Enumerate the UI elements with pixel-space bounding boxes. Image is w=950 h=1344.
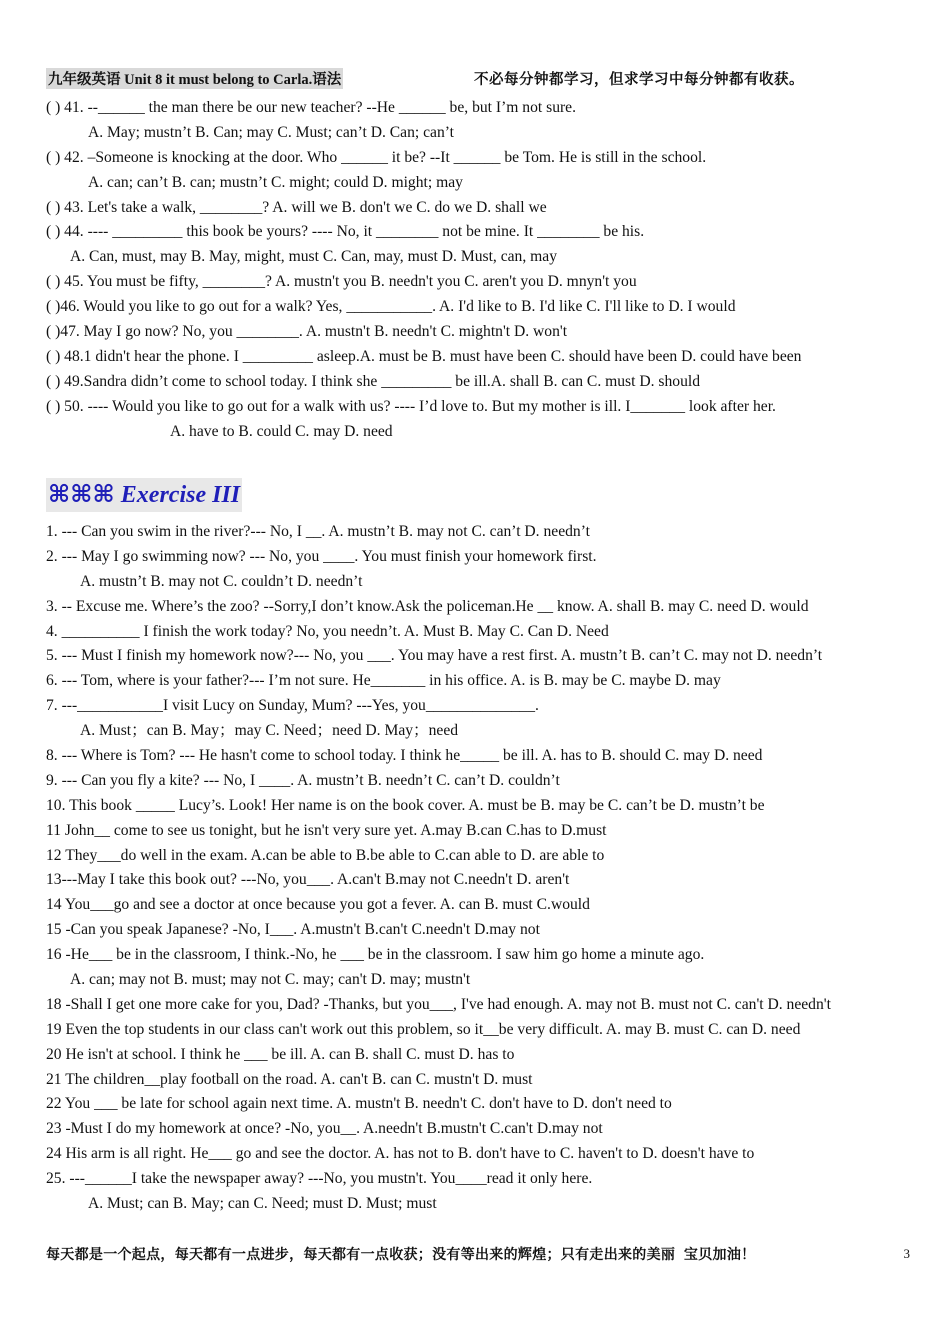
part1-line: A. can; can’t B. can; mustn’t C. might; could D. might; may xyxy=(88,173,463,191)
part2-line: 6. --- Tom, where is your father?--- I’m not sure. He_______ in his office. A. is B. may be C. maybe D. may xyxy=(46,672,721,690)
part1-line: ( )46. Would you like to go out for a walk? Yes, ___________. A. I'd like to B. I'd like C. I'll like to D. I would xyxy=(46,298,736,316)
part2-line: 13---May I take this book out? ---No, you___. A.can't B.may not C.needn't D. aren't xyxy=(46,871,570,889)
part2-line: 15 -Can you speak Japanese? -No, I___. A.mustn't B.can't C.needn't D.may not xyxy=(46,921,540,939)
part1-line: ( ) 49.Sandra didn’t come to school today. I think she _________ be ill.A. shall B. can C. must D. should xyxy=(46,372,701,390)
part2-line: 2. --- May I go swimming now? --- No, you ____. You must finish your homework first. xyxy=(46,547,597,565)
part2-line: 10. This book _____ Lucy’s. Look! Her name is on the book cover. A. must be B. may be C. can’t be D. mustn’t be xyxy=(46,796,765,814)
part2-line: A. mustn’t B. may not C. couldn’t D. needn’t xyxy=(80,572,363,590)
part2-line: 22 You ___ be late for school again next time. A. mustn't B. needn't C. don't have to D. don't need to xyxy=(46,1095,672,1113)
question-list-part1 xyxy=(46,96,910,444)
part1-line: ( ) 43. Let's take a walk, ________? A. will we B. don't we C. do we D. shall we xyxy=(46,198,547,216)
part2-line: 8. --- Where is Tom? --- He hasn't come to school today. I think he_____ be ill. A. has to B. should C. may D. need xyxy=(46,747,763,765)
part1-line: ( )47. May I go now? No, you ________. A. mustn't B. needn't C. mightn't D. won't xyxy=(46,323,568,341)
part2-line: 11 John__ come to see us tonight, but he isn't very sure yet. A.may B.can C.has to D.must xyxy=(46,821,607,839)
part2-line: 23 -Must I do my homework at once? -No, you__. A.needn't B.mustn't C.can't D.may not xyxy=(46,1120,603,1138)
part2-line: A. Must；can B. May；may C. Need；need D. May；need xyxy=(80,722,459,740)
part1-line: A. have to B. could C. may D. need xyxy=(170,422,393,440)
part2-line: 3. -- Excuse me. Where’s the zoo? --Sorry,I don’t know.Ask the policeman.He __ know. A. shall B. may C. need D. would xyxy=(46,597,809,615)
footer-motto: 每天都是一个起点，每天都有一点进步，每天都有一点收获；没有等出来的辉煌；只有走出来的美丽 宝贝加油！ xyxy=(46,1247,756,1263)
part2-line: A. can; may not B. must; may not C. may; can't D. may; mustn't xyxy=(70,971,471,989)
exercise-heading xyxy=(46,478,242,512)
part1-line: ( ) 44. ---- _________ this book be yours? ---- No, it ________ not be mine. It ________ be his. xyxy=(46,223,645,241)
part2-line: 24 His arm is all right. He___ go and see the doctor. A. has not to B. don't have to C. haven't to D. doesn't have to xyxy=(46,1145,755,1163)
part2-line: 19 Even the top students in our class can't work out this problem, so it__be very difficult. A. may B. must C. can D. need xyxy=(46,1020,801,1038)
header-title: 九年级英语 Unit 8 it must belong to Carla.语法 xyxy=(46,68,343,89)
part2-line: 18 -Shall I get one more cake for you, Dad? -Thanks, but you___, I've had enough. A. may not B. must not C. can't D. needn't xyxy=(46,995,831,1013)
part1-line: A. May; mustn’t B. Can; may C. Must; can’t D. Can; can’t xyxy=(88,123,454,141)
part2-line: 21 The children__play football on the road. A. can't B. can C. mustn't D. must xyxy=(46,1070,533,1088)
part1-line: ( ) 42. –Someone is knocking at the door. Who ______ it be? --It ______ be Tom. He is still in the school. xyxy=(46,148,707,166)
page-footer xyxy=(46,1244,910,1268)
part2-line: 14 You___go and see a doctor at once because you got a fever. A. can B. must C.would xyxy=(46,896,590,914)
part1-line: ( ) 45. You must be fifty, ________? A. mustn't you B. needn't you C. aren't you D. mnyn't you xyxy=(46,273,637,291)
part1-line: ( ) 41. --______ the man there be our new teacher? --He ______ be, but I’m not sure. xyxy=(46,99,577,116)
exercise-title: Exercise III xyxy=(120,482,241,508)
part2-line: 1. --- Can you swim in the river?--- No, I __. A. mustn’t B. may not C. can’t D. needn’t xyxy=(46,523,590,540)
part2-line: 12 They___do well in the exam. A.can be able to B.be able to C.can able to D. are able to xyxy=(46,846,605,864)
command-symbols-icon: ⌘⌘⌘ xyxy=(48,482,115,508)
part1-line: ( ) 50. ---- Would you like to go out for a walk with us? ---- I’d love to. But my mother is ill. I_______ look after her. xyxy=(46,397,776,415)
part2-line: 7. ---___________I visit Lucy on Sunday, Mum? ---Yes, you______________. xyxy=(46,697,539,715)
page-header xyxy=(46,66,904,90)
part2-line: 9. --- Can you fly a kite? --- No, I ____. A. mustn’t B. needn’t C. can’t D. couldn’t xyxy=(46,771,560,789)
part2-line: 4. __________ I finish the work today? No, you needn’t. A. Must B. May C. Can D. Need xyxy=(46,622,609,640)
part2-line: 5. --- Must I finish my homework now?--- No, you ___. You may have a rest first. A. mustn’t B. can’t C. may not D. needn’t xyxy=(46,647,823,665)
part2-line: A. Must; can B. May; can C. Need; must D. Must; must xyxy=(88,1195,437,1213)
part1-line: ( ) 48.1 didn't hear the phone. I _________ asleep.A. must be B. must have been C. should have been D. could have been xyxy=(46,347,802,365)
part2-line: 25. ---______I take the newspaper away? ---No, you mustn't. You____read it only here. xyxy=(46,1170,593,1188)
part2-line: 20 He isn't at school. I think he ___ be ill. A. can B. shall C. must D. has to xyxy=(46,1045,515,1063)
part1-line: A. Can, must, may B. May, might, must C. Can, may, must D. Must, can, may xyxy=(70,248,557,266)
question-list-exercise-3 xyxy=(46,520,910,1217)
page-number: 3 xyxy=(903,1246,910,1261)
part2-line: 16 -He___ be in the classroom, I think.-No, he ___ be in the classroom. I saw him go home a minute ago. xyxy=(46,946,705,964)
header-motto: 不必每分钟都学习，但求学习中每分钟都有收获。 xyxy=(474,72,804,88)
